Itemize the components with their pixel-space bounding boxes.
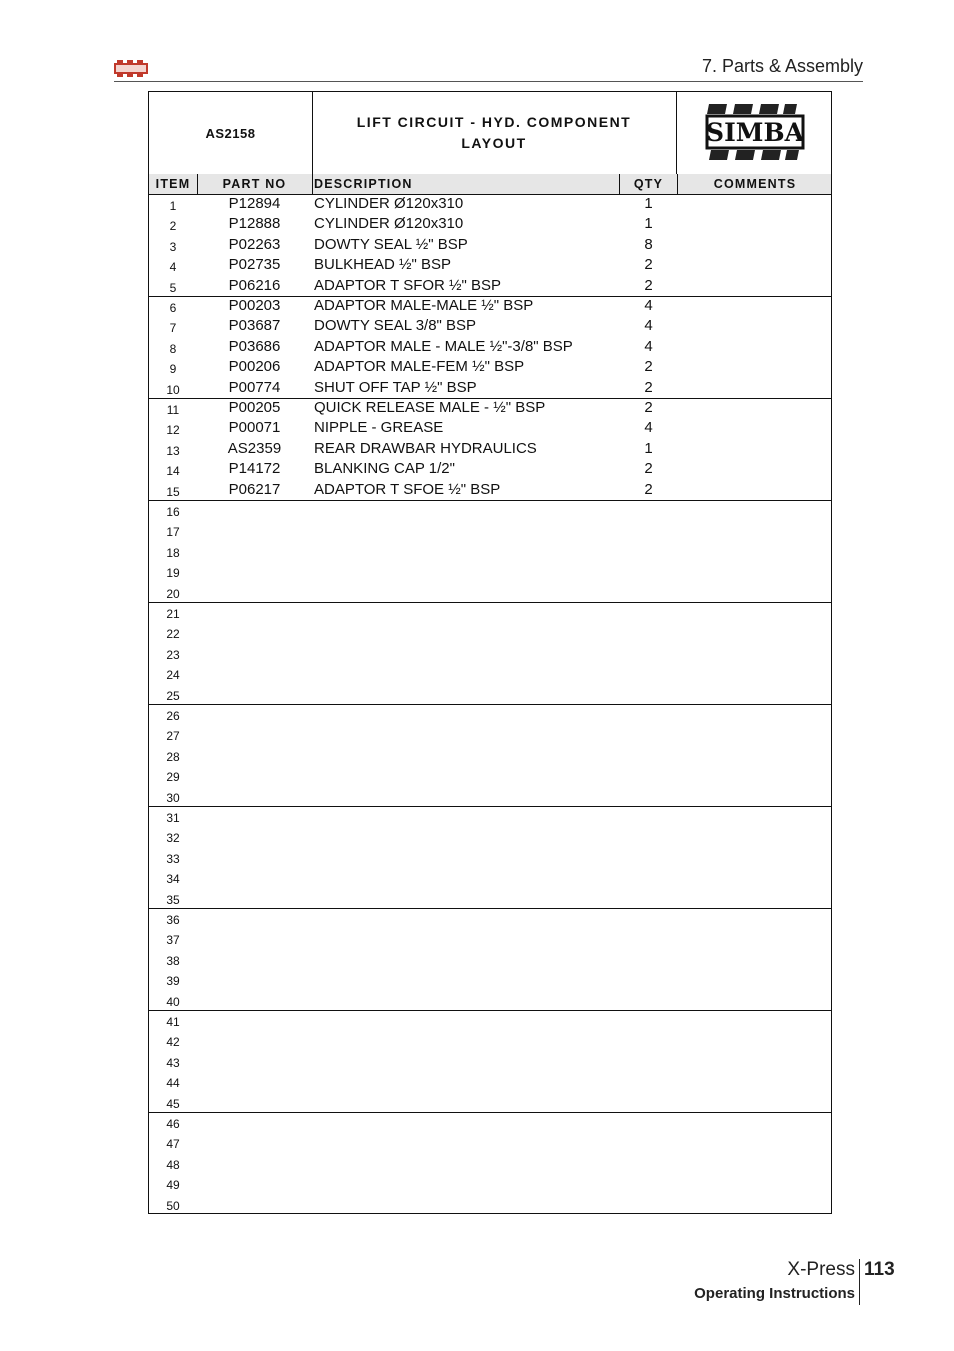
part-number: P12888 <box>228 215 281 233</box>
col-part-no: PART NO <box>197 174 313 194</box>
table-row <box>149 684 831 704</box>
part-description: ADAPTOR MALE - MALE ½"-3/8" BSP <box>314 337 573 355</box>
part-quantity: 4 <box>644 317 653 335</box>
page-number: 113 <box>864 1259 895 1280</box>
part-number: P00774 <box>228 378 281 396</box>
table-row <box>149 1071 831 1091</box>
part-description: CYLINDER Ø120x310 <box>314 195 464 212</box>
part-description: ADAPTOR T SFOR ½" BSP <box>314 276 502 294</box>
table-row <box>149 908 831 928</box>
item-number: 47 <box>166 1137 180 1152</box>
part-number: P14172 <box>228 460 281 478</box>
part-number: P00205 <box>228 399 281 416</box>
item-number: 32 <box>166 831 180 846</box>
part-description: CYLINDER Ø120x310 <box>314 215 464 233</box>
item-number: 16 <box>166 505 180 519</box>
table-row <box>149 378 831 398</box>
section-title: 7. Parts & Assembly <box>701 56 863 76</box>
part-quantity: 2 <box>644 358 653 376</box>
title-block <box>149 92 831 175</box>
table-row <box>149 1051 831 1071</box>
table-row <box>149 459 831 479</box>
part-description: QUICK RELEASE MALE - ½" BSP <box>314 399 546 416</box>
item-number: 43 <box>166 1055 180 1070</box>
part-quantity: 1 <box>644 215 653 233</box>
table-row <box>149 663 831 683</box>
item-number: 25 <box>166 688 180 703</box>
item-number: 27 <box>166 729 180 744</box>
table-row <box>149 194 831 214</box>
item-number: 8 <box>169 341 177 356</box>
item-number: 33 <box>166 851 180 866</box>
table-row <box>149 255 831 275</box>
item-number: 3 <box>169 239 177 254</box>
table-row <box>149 806 831 826</box>
item-number: 15 <box>166 484 180 499</box>
part-quantity: 2 <box>644 378 653 396</box>
svg-text:SIMBA: SIMBA <box>705 118 804 147</box>
part-quantity: 1 <box>644 195 653 212</box>
part-description: DOWTY SEAL 3/8" BSP <box>314 317 477 335</box>
table-row <box>149 724 831 744</box>
item-number: 5 <box>169 280 177 295</box>
table-row <box>149 602 831 622</box>
item-number: 7 <box>169 321 177 336</box>
table-row <box>149 643 831 663</box>
part-number: P00206 <box>228 358 281 376</box>
assembly-title: LIFT CIRCUIT - HYD. COMPONENT LAYOUT <box>312 92 677 174</box>
column-headers <box>149 174 831 195</box>
item-number: 37 <box>166 933 180 948</box>
part-quantity: 2 <box>644 460 653 478</box>
item-number: 44 <box>166 1076 180 1091</box>
table-row <box>149 888 831 908</box>
part-description: ADAPTOR MALE-MALE ½" BSP <box>314 297 534 314</box>
item-number: 22 <box>166 627 180 642</box>
part-quantity: 2 <box>644 256 653 274</box>
col-description: DESCRIPTION <box>314 174 620 194</box>
item-number: 14 <box>166 464 180 479</box>
part-description: BLANKING CAP 1/2" <box>314 460 455 478</box>
item-number: 26 <box>166 709 180 723</box>
part-description: ADAPTOR T SFOE ½" BSP <box>314 480 501 498</box>
table-row <box>149 561 831 581</box>
header-rule <box>114 81 863 82</box>
table-row <box>149 316 831 336</box>
part-quantity: 2 <box>644 480 653 498</box>
part-number: P00071 <box>228 419 281 437</box>
item-number: 13 <box>166 443 180 458</box>
item-number: 36 <box>166 913 180 927</box>
part-number: P02735 <box>228 256 281 274</box>
col-qty: QTY <box>620 174 678 194</box>
part-description: BULKHEAD ½" BSP <box>314 256 452 274</box>
table-row <box>149 949 831 969</box>
part-description: SHUT OFF TAP ½" BSP <box>314 378 477 396</box>
table-row <box>149 765 831 785</box>
item-number: 24 <box>166 668 180 683</box>
simba-logo-icon <box>705 102 805 164</box>
item-number: 42 <box>166 1035 180 1050</box>
item-number: 1 <box>169 199 177 213</box>
table-row <box>149 418 831 438</box>
item-number: 11 <box>166 403 180 417</box>
table-row <box>149 235 831 255</box>
item-number: 19 <box>166 566 180 581</box>
footer-divider <box>859 1259 860 1305</box>
part-number: P02263 <box>228 235 281 253</box>
table-row <box>149 1132 831 1152</box>
item-number: 35 <box>166 892 180 907</box>
document-subtitle: Operating Instructions <box>694 1285 855 1302</box>
part-number: P03687 <box>228 317 281 335</box>
item-number: 29 <box>166 770 180 785</box>
parts-sheet <box>148 91 832 1214</box>
item-number: 38 <box>166 953 180 968</box>
table-row <box>149 928 831 948</box>
item-number: 34 <box>166 872 180 887</box>
item-number: 45 <box>166 1096 180 1111</box>
simba-logo-icon <box>114 60 148 77</box>
table-row <box>149 969 831 989</box>
table-row <box>149 398 831 418</box>
item-number: 4 <box>169 260 177 275</box>
part-quantity: 4 <box>644 297 653 314</box>
table-row <box>149 276 831 296</box>
part-number: P03686 <box>228 337 281 355</box>
simba-brand-logo <box>677 92 832 174</box>
item-number: 30 <box>166 790 180 805</box>
part-description: REAR DRAWBAR HYDRAULICS <box>314 439 537 457</box>
part-quantity: 4 <box>644 337 653 355</box>
table-row <box>149 867 831 887</box>
item-number: 17 <box>166 525 180 540</box>
col-item: ITEM <box>149 174 198 194</box>
item-number: 23 <box>166 647 180 662</box>
part-number: P00203 <box>228 297 281 314</box>
part-number: P06217 <box>228 480 281 498</box>
item-number: 10 <box>166 382 180 397</box>
part-number: AS2359 <box>227 439 282 457</box>
model-name: X-Press <box>787 1259 855 1280</box>
table-row <box>149 520 831 540</box>
table-row <box>149 1194 831 1214</box>
part-description: NIPPLE - GREASE <box>314 419 444 437</box>
table-row <box>149 1112 831 1132</box>
item-number: 49 <box>166 1178 180 1193</box>
table-row <box>149 1173 831 1193</box>
table-row <box>149 214 831 234</box>
part-quantity: 2 <box>644 276 653 294</box>
table-row <box>149 1153 831 1173</box>
table-row <box>149 480 831 500</box>
part-number: P06216 <box>228 276 281 294</box>
item-number: 40 <box>166 994 180 1009</box>
table-row <box>149 622 831 642</box>
item-number: 31 <box>166 811 180 825</box>
part-quantity: 4 <box>644 419 653 437</box>
item-number: 28 <box>166 749 180 764</box>
table-row <box>149 826 831 846</box>
table-row <box>149 582 831 602</box>
col-comments: COMMENTS <box>713 177 797 191</box>
part-number: P12894 <box>228 195 281 212</box>
item-number: 18 <box>166 545 180 560</box>
part-quantity: 2 <box>644 399 653 416</box>
item-number: 46 <box>166 1117 180 1131</box>
item-number: 2 <box>169 219 177 234</box>
part-quantity: 8 <box>644 235 653 253</box>
item-number: 41 <box>166 1015 180 1029</box>
table-row <box>149 1092 831 1112</box>
table-row <box>149 745 831 765</box>
item-number: 9 <box>169 362 177 377</box>
part-quantity: 1 <box>644 439 653 457</box>
table-row <box>149 847 831 867</box>
table-row <box>149 1030 831 1050</box>
part-description: ADAPTOR MALE-FEM ½" BSP <box>314 358 525 376</box>
table-row <box>149 786 831 806</box>
assembly-code: AS2158 <box>149 92 313 174</box>
item-number: 12 <box>166 423 180 438</box>
table-row <box>149 990 831 1010</box>
item-number: 39 <box>166 974 180 989</box>
table-row <box>149 704 831 724</box>
item-number: 50 <box>166 1198 180 1213</box>
item-number: 6 <box>169 301 177 315</box>
table-row <box>149 541 831 561</box>
item-number: 21 <box>166 607 180 621</box>
table-row <box>149 1010 831 1030</box>
item-number: 20 <box>166 586 180 601</box>
table-row <box>149 500 831 520</box>
part-description: DOWTY SEAL ½" BSP <box>314 235 468 253</box>
table-row <box>149 337 831 357</box>
table-row <box>149 439 831 459</box>
table-row <box>149 357 831 377</box>
item-number: 48 <box>166 1157 180 1172</box>
table-row <box>149 296 831 316</box>
